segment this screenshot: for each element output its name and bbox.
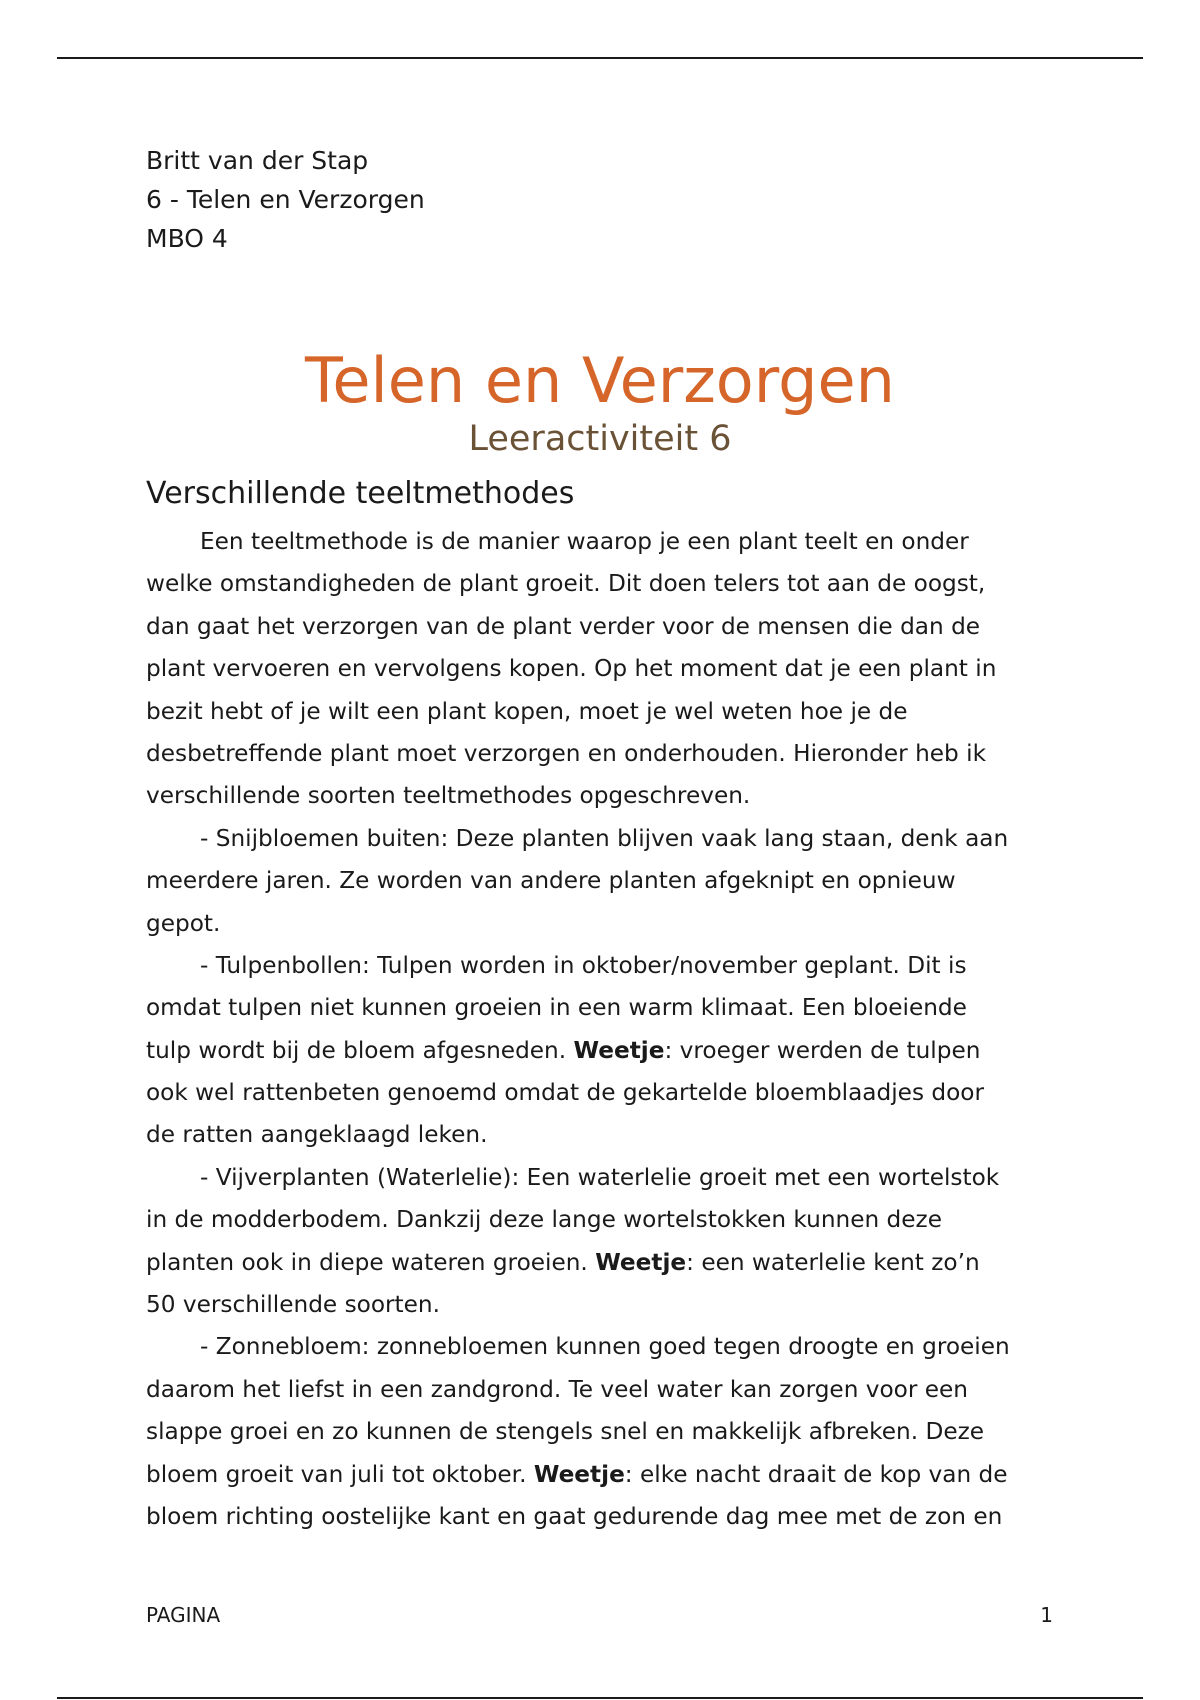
text-line: bloem groeit van juli tot oktober. Weetje: elke nacht draait de kop van de (146, 1460, 1008, 1488)
text-line: welke omstandigheden de plant groeit. Dit doen telers tot aan de oogst, (146, 570, 986, 598)
text-line: bezit hebt of je wilt een plant kopen, moet je wel weten hoe je de (146, 697, 908, 725)
text-line: slappe groei en zo kunnen de stengels snel en makkelijk afbreken. Deze (146, 1418, 985, 1446)
text-line: dan gaat het verzorgen van de plant verder voor de mensen die dan de (146, 612, 981, 640)
text-line: desbetreffende plant moet verzorgen en onderhouden. Hieronder heb ik (146, 739, 986, 767)
text-line: meerdere jaren. Ze worden van andere planten afgeknipt en opnieuw (146, 867, 956, 895)
text-line: de ratten aangeklaagd leken. (146, 1121, 488, 1149)
text-line: plant vervoeren en vervolgens kopen. Op het moment dat je een plant in (146, 655, 997, 683)
text-line: in de modderbodem. Dankzij deze lange wortelstokken kunnen deze (146, 1206, 942, 1234)
document-title: Telen en Verzorgen (305, 344, 895, 417)
weetje-label: Weetje (533, 1460, 625, 1488)
course-name: 6 - Telen en Verzorgen (146, 185, 425, 214)
footer-page-number: 1 (1040, 1603, 1053, 1627)
text-line: gepot. (146, 909, 221, 937)
text-line: 50 verschillende soorten. (146, 1291, 440, 1319)
footer-page-label: PAGINA (146, 1603, 221, 1627)
author-name: Britt van der Stap (146, 146, 369, 175)
text-line: - Snijbloemen buiten: Deze planten blijven vaak lang staan, denk aan (200, 824, 1009, 852)
text-line: - Vijverplanten (Waterlelie): Een waterlelie groeit met een wortelstok (200, 1163, 1000, 1191)
section-heading: Verschillende teeltmethodes (146, 476, 575, 511)
text-line: planten ook in diepe wateren groeien. Weetje: een waterlelie kent zo’n (146, 1248, 980, 1276)
document-subtitle: Leeractiviteit 6 (468, 419, 732, 459)
text-line: Een teeltmethode is de manier waarop je een plant teelt en onder (200, 528, 969, 555)
text-line: tulp wordt bij de bloem afgesneden. Weetje: vroeger werden de tulpen (146, 1036, 981, 1064)
text-line: verschillende soorten teeltmethodes opgeschreven. (146, 782, 751, 810)
text-line: ook wel rattenbeten genoemd omdat de gekartelde bloemblaadjes door (146, 1079, 985, 1107)
text-line: - Tulpenbollen: Tulpen worden in oktober/november geplant. Dit is (200, 951, 967, 979)
text-line: - Zonnebloem: zonnebloemen kunnen goed tegen droogte en groeien (200, 1333, 1010, 1361)
weetje-label: Weetje (573, 1036, 665, 1064)
author-block (146, 141, 425, 258)
education-level: MBO 4 (146, 224, 228, 253)
text-line: bloem richting oostelijke kant en gaat gedurende dag mee met de zon en (146, 1502, 1003, 1530)
text-line: daarom het liefst in een zandgrond. Te veel water kan zorgen voor een (146, 1375, 968, 1403)
footer-rule (57, 1697, 1143, 1699)
text-line: omdat tulpen niet kunnen groeien in een warm klimaat. Een bloeiende (146, 994, 967, 1022)
body-text (146, 521, 1076, 1538)
weetje-label: Weetje (595, 1248, 687, 1276)
header-rule (57, 57, 1143, 59)
